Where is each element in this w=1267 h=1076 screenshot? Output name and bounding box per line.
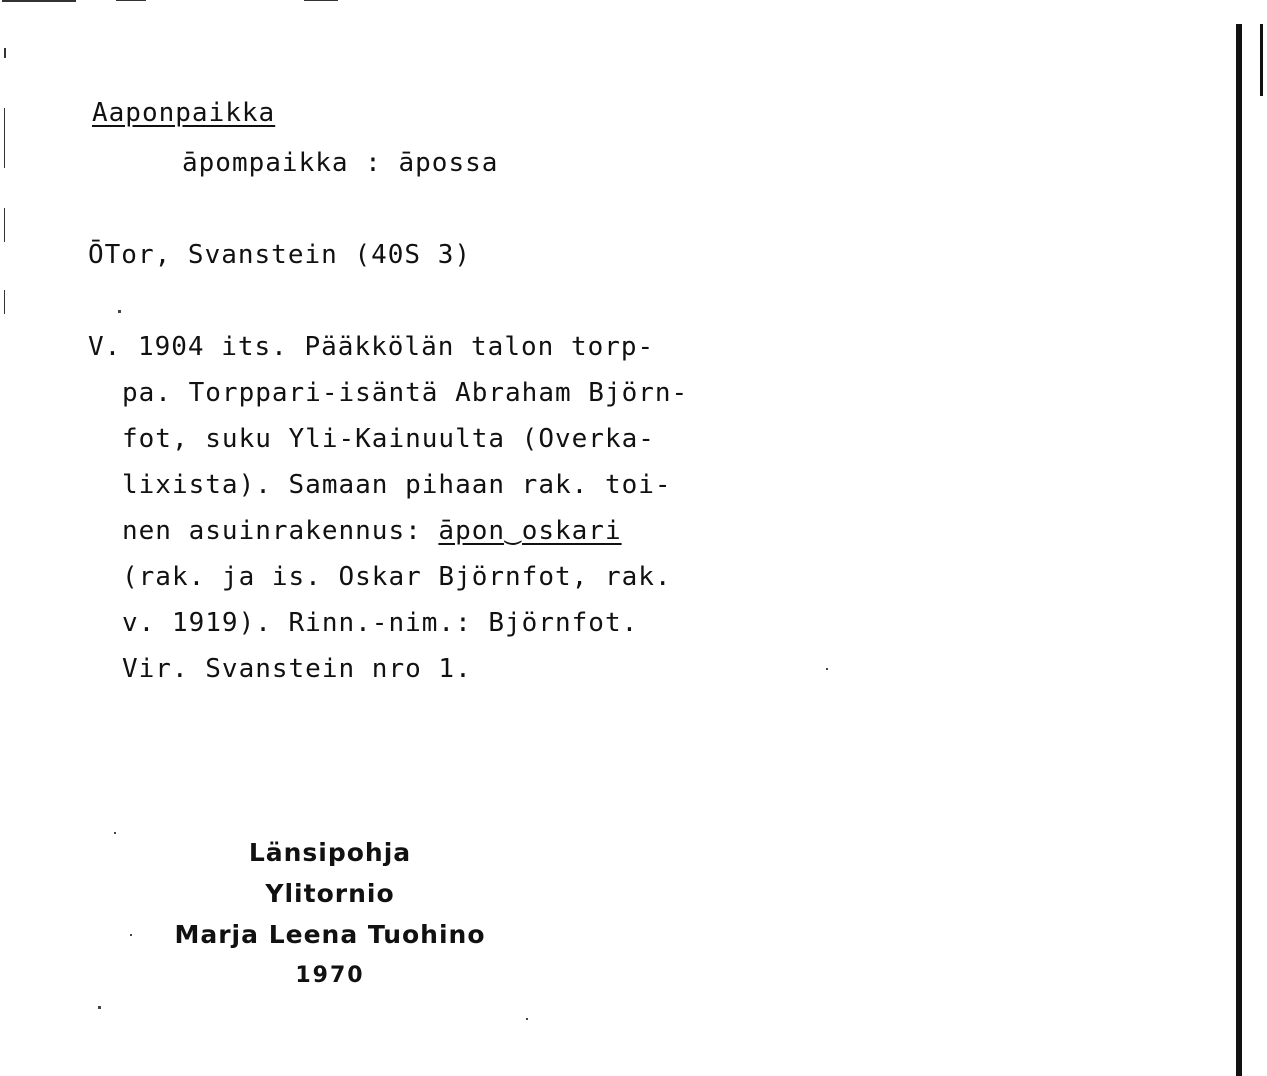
description-line: pa. Torppari-isäntä Abraham Björn- bbox=[122, 378, 689, 408]
description-line bbox=[88, 508, 688, 554]
place-name-title: Aaponpaikka bbox=[92, 98, 276, 128]
description-line: lixista). Samaan pihaan rak. toi- bbox=[122, 470, 672, 500]
collector-stamp bbox=[150, 832, 510, 996]
scan-speck bbox=[118, 310, 121, 313]
scan-edge-mark bbox=[4, 108, 5, 168]
scan-edge-mark bbox=[2, 0, 76, 2]
description-line: V. 1904 its. Pääkkölän talon torp- bbox=[88, 332, 655, 362]
scan-edge-mark bbox=[116, 0, 146, 1]
card-right-edge-top bbox=[1260, 24, 1263, 96]
scan-speck bbox=[114, 832, 116, 834]
scan-edge-mark bbox=[4, 48, 6, 58]
dialect-pronunciation: āpompaikka : āpossa bbox=[182, 148, 499, 178]
description-line: v. 1919). Rinn.-nim.: Björnfot. bbox=[122, 608, 639, 638]
informant-line: ŌTor, Svanstein (40S 3) bbox=[88, 240, 472, 270]
card-right-edge bbox=[1236, 24, 1242, 1076]
scan-edge-mark bbox=[304, 0, 338, 1]
stamp-collector: Marja Leena Tuohino bbox=[174, 920, 486, 949]
scan-edge-mark bbox=[4, 290, 5, 314]
scan-speck bbox=[526, 1018, 528, 1020]
stamp-year: 1970 bbox=[295, 963, 365, 988]
description-line: fot, suku Yli-Kainuulta (Overka- bbox=[122, 424, 655, 454]
stamp-region: Länsipohja bbox=[248, 838, 412, 867]
description-text bbox=[88, 324, 688, 692]
description-line-text: nen asuinrakennus: bbox=[122, 516, 439, 546]
description-line: (rak. ja is. Oskar Björnfot, rak. bbox=[122, 562, 672, 592]
scan-edge-mark bbox=[4, 208, 5, 242]
scan-speck bbox=[130, 934, 132, 936]
scan-speck bbox=[98, 1006, 101, 1009]
underlined-place-name: āpon‿oskari bbox=[438, 516, 622, 546]
description-line: Vir. Svanstein nro 1. bbox=[122, 654, 472, 684]
scan-speck bbox=[826, 668, 828, 670]
stamp-parish: Ylitornio bbox=[265, 879, 395, 908]
